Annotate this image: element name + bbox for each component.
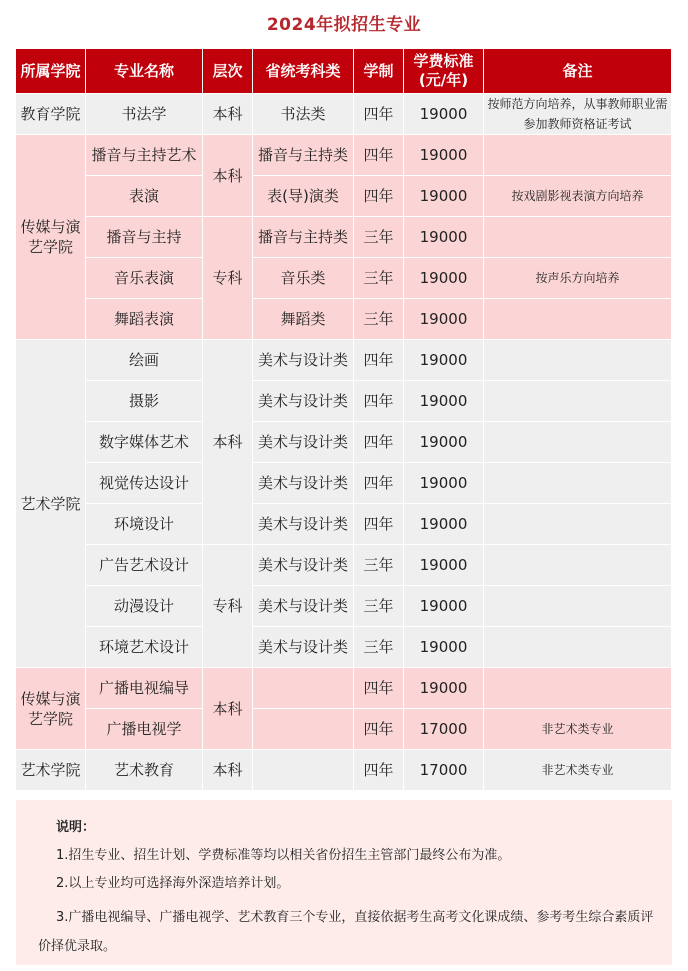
college-cell: 传媒与演艺学院 xyxy=(16,668,86,750)
fee-cell: 19000 xyxy=(404,94,484,135)
major-cell: 音乐表演 xyxy=(86,258,203,299)
note-cell: 按师范方向培养，从事教师职业需参加教师资格证考试 xyxy=(484,94,672,135)
fee-cell: 19000 xyxy=(404,668,484,709)
table-row xyxy=(16,586,672,627)
fee-cell: 19000 xyxy=(404,135,484,176)
header-fee: 学费标准(元/年) xyxy=(404,49,484,94)
major-cell: 摄影 xyxy=(86,381,203,422)
major-cell: 绘画 xyxy=(86,340,203,381)
college-cell: 教育学院 xyxy=(16,94,86,135)
category-cell: 音乐类 xyxy=(253,258,354,299)
duration-cell: 三年 xyxy=(354,586,404,627)
duration-cell: 四年 xyxy=(354,176,404,217)
major-cell: 视觉传达设计 xyxy=(86,463,203,504)
note-cell: 非艺术类专业 xyxy=(484,709,672,750)
header-duration: 学制 xyxy=(354,49,404,94)
note-cell: 非艺术类专业 xyxy=(484,750,672,791)
fee-cell: 17000 xyxy=(404,709,484,750)
table-row xyxy=(16,504,672,545)
note-cell xyxy=(484,504,672,545)
major-cell: 广播电视编导 xyxy=(86,668,203,709)
note-cell xyxy=(484,668,672,709)
fee-cell: 19000 xyxy=(404,299,484,340)
table-row xyxy=(16,299,672,340)
table-row xyxy=(16,709,672,750)
duration-cell: 四年 xyxy=(354,422,404,463)
duration-cell: 四年 xyxy=(354,381,404,422)
duration-cell: 三年 xyxy=(354,258,404,299)
level-cell: 本科 xyxy=(203,94,253,135)
header-category: 省统考科类 xyxy=(253,49,354,94)
duration-cell: 四年 xyxy=(354,750,404,791)
level-cell: 专科 xyxy=(203,217,253,340)
fee-cell: 19000 xyxy=(404,258,484,299)
category-cell: 书法类 xyxy=(253,94,354,135)
header-level: 层次 xyxy=(203,49,253,94)
category-cell: 播音与主持类 xyxy=(253,135,354,176)
header-major: 专业名称 xyxy=(86,49,203,94)
duration-cell: 四年 xyxy=(354,504,404,545)
major-cell: 广播电视学 xyxy=(86,709,203,750)
major-cell: 环境设计 xyxy=(86,504,203,545)
category-cell xyxy=(253,709,354,750)
category-cell xyxy=(253,750,354,791)
note-cell xyxy=(484,217,672,258)
table-row xyxy=(16,217,672,258)
category-cell: 美术与设计类 xyxy=(253,422,354,463)
table-header-row xyxy=(16,49,672,94)
fee-cell: 19000 xyxy=(404,340,484,381)
major-cell: 数字媒体艺术 xyxy=(86,422,203,463)
note-cell xyxy=(484,586,672,627)
duration-cell: 三年 xyxy=(354,217,404,258)
college-cell: 艺术学院 xyxy=(16,340,86,668)
category-cell: 表(导)演类 xyxy=(253,176,354,217)
fee-cell: 19000 xyxy=(404,176,484,217)
note-cell xyxy=(484,340,672,381)
fee-cell: 19000 xyxy=(404,586,484,627)
category-cell: 美术与设计类 xyxy=(253,381,354,422)
note-cell: 按声乐方向培养 xyxy=(484,258,672,299)
category-cell: 美术与设计类 xyxy=(253,463,354,504)
header-college: 所属学院 xyxy=(16,49,86,94)
note-cell xyxy=(484,422,672,463)
duration-cell: 三年 xyxy=(354,299,404,340)
fee-cell: 19000 xyxy=(404,217,484,258)
fee-cell: 17000 xyxy=(404,750,484,791)
majors-table xyxy=(16,49,672,791)
fee-cell: 19000 xyxy=(404,381,484,422)
note-cell xyxy=(484,135,672,176)
duration-cell: 四年 xyxy=(354,340,404,381)
table-row xyxy=(16,668,672,709)
category-cell: 播音与主持类 xyxy=(253,217,354,258)
level-cell: 专科 xyxy=(203,545,253,668)
major-cell: 动漫设计 xyxy=(86,586,203,627)
fee-cell: 19000 xyxy=(404,422,484,463)
page-title: 2024年拟招生专业 xyxy=(266,15,422,35)
note-item: 2.以上专业均可选择海外深造培养计划。 xyxy=(56,876,290,891)
major-cell: 广告艺术设计 xyxy=(86,545,203,586)
major-cell: 艺术教育 xyxy=(86,750,203,791)
category-cell: 美术与设计类 xyxy=(253,545,354,586)
table-row xyxy=(16,750,672,791)
table-row xyxy=(16,381,672,422)
duration-cell: 四年 xyxy=(354,94,404,135)
note-cell xyxy=(484,381,672,422)
category-cell: 美术与设计类 xyxy=(253,504,354,545)
table-row xyxy=(16,545,672,586)
header-note: 备注 xyxy=(484,49,672,94)
note-cell xyxy=(484,299,672,340)
category-cell: 舞蹈类 xyxy=(253,299,354,340)
college-cell: 传媒与演艺学院 xyxy=(16,135,86,340)
college-cell: 艺术学院 xyxy=(16,750,86,791)
major-cell: 环境艺术设计 xyxy=(86,627,203,668)
note-cell xyxy=(484,463,672,504)
table-row xyxy=(16,627,672,668)
note-item: 3.广播电视编导、广播电视学、艺术教育三个专业，直接依据考生高考文化课成绩、参考考生综合素质评价择优录取。 xyxy=(38,910,654,954)
level-cell: 本科 xyxy=(203,668,253,750)
level-cell: 本科 xyxy=(203,340,253,545)
note-cell xyxy=(484,545,672,586)
fee-cell: 19000 xyxy=(404,627,484,668)
duration-cell: 四年 xyxy=(354,668,404,709)
note-cell xyxy=(484,627,672,668)
table-row xyxy=(16,94,672,135)
category-cell: 美术与设计类 xyxy=(253,340,354,381)
level-cell: 本科 xyxy=(203,750,253,791)
fee-cell: 19000 xyxy=(404,545,484,586)
table-row xyxy=(16,340,672,381)
level-cell: 本科 xyxy=(203,135,253,217)
table-row xyxy=(16,135,672,176)
major-cell: 播音与主持 xyxy=(86,217,203,258)
duration-cell: 三年 xyxy=(354,627,404,668)
duration-cell: 四年 xyxy=(354,709,404,750)
category-cell: 美术与设计类 xyxy=(253,586,354,627)
fee-cell: 19000 xyxy=(404,463,484,504)
note-item: 1.招生专业、招生计划、学费标准等均以相关省份招生主管部门最终公布为准。 xyxy=(56,848,511,863)
duration-cell: 三年 xyxy=(354,545,404,586)
notes-box xyxy=(16,800,672,965)
table-row xyxy=(16,463,672,504)
category-cell: 美术与设计类 xyxy=(253,627,354,668)
major-cell: 播音与主持艺术 xyxy=(86,135,203,176)
duration-cell: 四年 xyxy=(354,135,404,176)
table-row xyxy=(16,422,672,463)
category-cell xyxy=(253,668,354,709)
note-cell: 按戏剧影视表演方向培养 xyxy=(484,176,672,217)
major-cell: 书法学 xyxy=(86,94,203,135)
major-cell: 舞蹈表演 xyxy=(86,299,203,340)
duration-cell: 四年 xyxy=(354,463,404,504)
fee-cell: 19000 xyxy=(404,504,484,545)
major-cell: 表演 xyxy=(86,176,203,217)
table-row xyxy=(16,258,672,299)
table-row xyxy=(16,176,672,217)
notes-heading: 说明： xyxy=(56,820,96,835)
